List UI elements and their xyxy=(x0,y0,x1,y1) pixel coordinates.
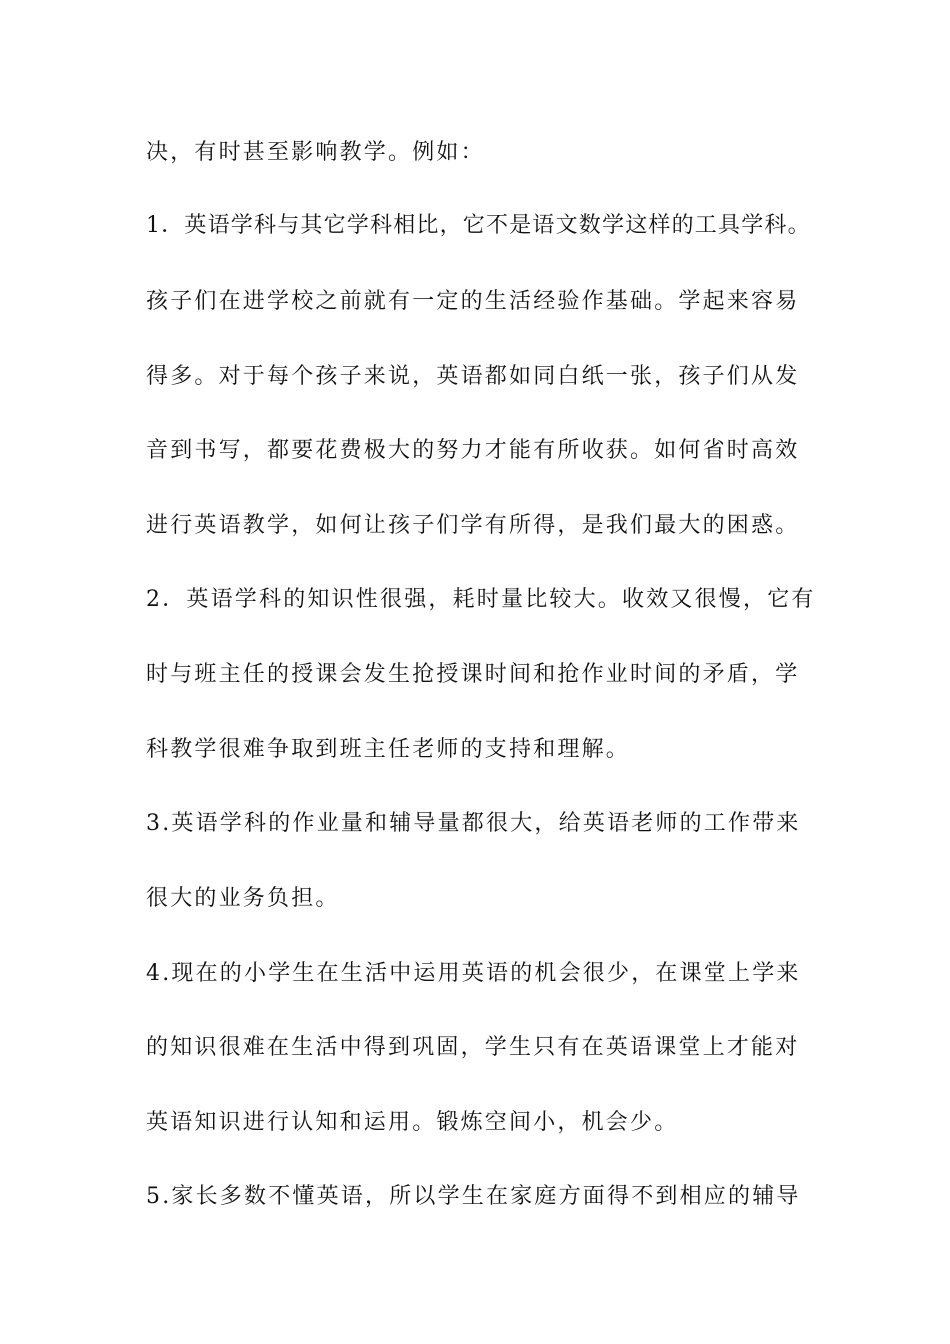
text-line-5: 音到书写，都要花费极大的努力才能有所收获。如何省时高效 xyxy=(146,438,800,463)
text-line-7: 2．英语学科的知识性很强，耗时量比较大。收效又很慢，它有 xyxy=(146,587,816,612)
text-line-10: 3.英语学科的作业量和辅导量都很大，给英语老师的工作带来 xyxy=(146,811,801,836)
text-line-3: 孩子们在进学校之前就有一定的生活经验作基础。学起来容易 xyxy=(146,289,800,314)
text-line-12: 4.现在的小学生在生活中运用英语的机会很少，在课堂上学来 xyxy=(146,961,801,986)
text-line-15: 5.家长多数不懂英语，所以学生在家庭方面得不到相应的辅导 xyxy=(146,1184,801,1209)
text-line-1: 决，有时甚至影响教学。例如： xyxy=(146,140,485,165)
text-line-6: 进行英语教学，如何让孩子们学有所得，是我们最大的困惑。 xyxy=(146,513,800,538)
text-line-2: 1．英语学科与其它学科相比，它不是语文数学这样的工具学科。 xyxy=(146,213,811,238)
text-line-4: 得多。对于每个孩子来说，英语都如同白纸一张，孩子们从发 xyxy=(146,364,800,389)
text-line-8: 时与班主任的授课会发生抢授课时间和抢作业时间的矛盾，学 xyxy=(146,662,800,687)
text-line-11: 很大的业务负担。 xyxy=(146,886,340,911)
text-line-9: 科教学很难争取到班主任老师的支持和理解。 xyxy=(146,737,631,762)
text-line-13: 的知识很难在生活中得到巩固，学生只有在英语课堂上才能对 xyxy=(146,1035,800,1060)
text-line-14: 英语知识进行认知和运用。锻炼空间小，机会少。 xyxy=(146,1110,679,1135)
